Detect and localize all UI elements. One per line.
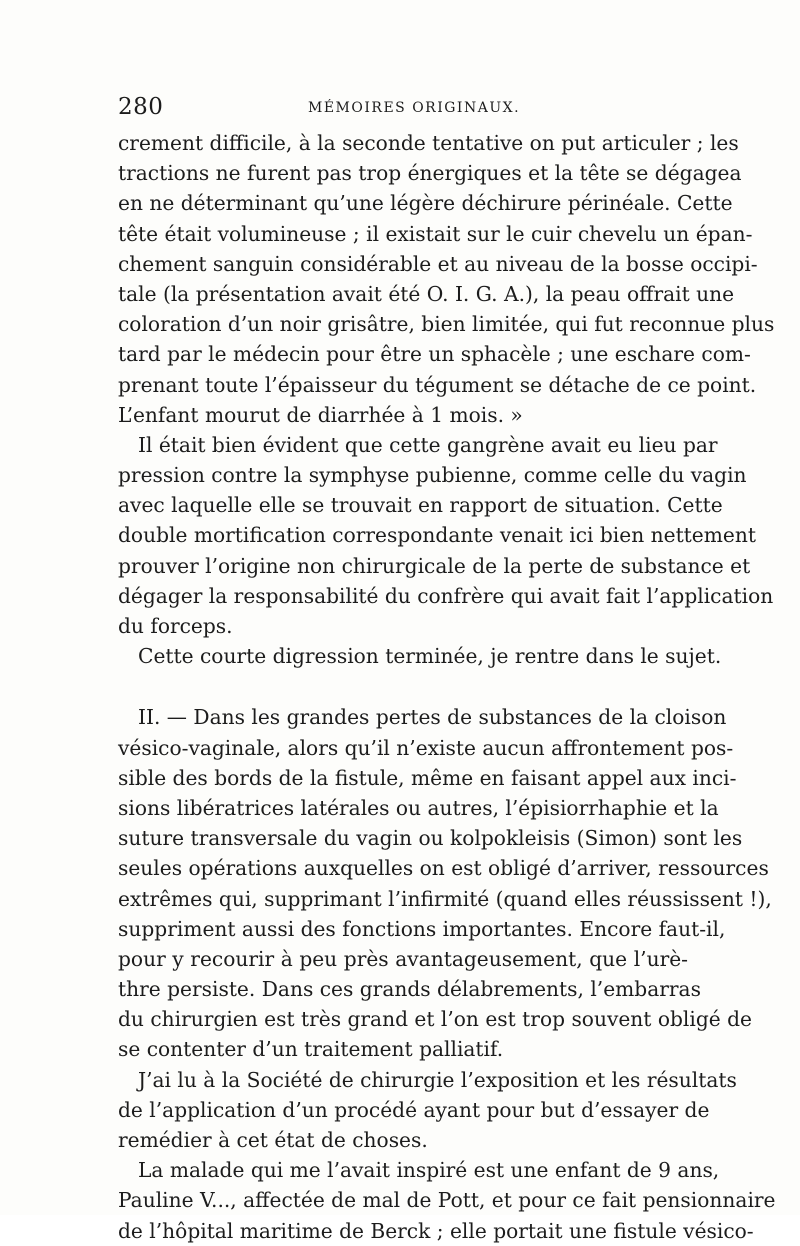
text-line: Cette courte digression terminée, je rentre dans le sujet. xyxy=(138,644,722,669)
text-line: coloration d’un noir grisâtre, bien limitée, qui fut reconnue plus xyxy=(118,312,775,337)
text-line: suppriment aussi des fonctions importantes. Encore faut-il, xyxy=(118,916,726,941)
running-title: MÉMOIRES ORIGINAUX. xyxy=(308,100,521,116)
text-line: Il était bien évident que cette gangrène avait eu lieu par xyxy=(138,432,718,457)
text-line: II. — Dans les grandes pertes de substances de la cloison xyxy=(138,705,727,730)
paragraph-gangrene xyxy=(118,430,774,641)
paragraph-digression xyxy=(118,641,722,671)
text-line: sions libératrices latérales ou autres, l’épisiorrhaphie et la xyxy=(118,795,719,820)
body-text xyxy=(118,128,776,1246)
text-line: L’enfant mourut de diarrhée à 1 mois. » xyxy=(118,402,523,427)
text-line: du chirurgien est très grand et l’on est trop souvent obligé de xyxy=(118,1007,752,1032)
text-line: crement difficile, à la seconde tentative on put articuler ; les xyxy=(118,131,739,155)
text-line: prouver l’origine non chirurgicale de la perte de substance et xyxy=(118,553,751,578)
text-line: La malade qui me l’avait inspiré est une enfant de 9 ans, xyxy=(138,1158,720,1183)
paragraph-continuation xyxy=(118,128,775,430)
text-line: pour y recourir à peu près avantageusement, que l’urè- xyxy=(118,946,688,971)
text-line: tard par le médecin pour être un sphacèle ; une eschare com- xyxy=(118,342,751,367)
text-line: Pauline V..., affectée de mal de Pott, et pour ce fait pensionnaire xyxy=(118,1188,776,1213)
page-header xyxy=(118,94,688,124)
text-line: chement sanguin considérable et au niveau de la bosse occipi- xyxy=(118,251,758,276)
text-line: thre persiste. Dans ces grands délabrements, l’embarras xyxy=(118,977,701,1002)
text-line: en ne déterminant qu’une légère déchirure périnéale. Cette xyxy=(118,191,733,216)
text-line: du forceps. xyxy=(118,614,233,638)
text-line: vésico-vaginale, alors qu’il n’existe aucun affrontement pos- xyxy=(118,735,734,760)
paragraph-societe xyxy=(118,1065,737,1156)
text-line: de l’application d’un procédé ayant pour but d’essayer de xyxy=(118,1097,710,1122)
page-number: 280 xyxy=(118,94,164,120)
text-line: se contenter d’un traitement palliatif. xyxy=(118,1037,504,1062)
paragraph-section-ii xyxy=(118,702,772,1064)
text-line: extrêmes qui, supprimant l’infirmité (quand elles réussissent !), xyxy=(118,886,772,911)
text-line: de l’hôpital maritime de Berck ; elle portait une fistule vésico- xyxy=(118,1218,754,1243)
text-line: dégager la responsabilité du confrère qui avait fait l’application xyxy=(118,583,774,608)
text-line: tractions ne furent pas trop énergiques et la tête se dégagea xyxy=(118,161,742,186)
text-line: J’ai lu à la Société de chirurgie l’exposition et les résultats xyxy=(138,1067,737,1092)
text-line: avec laquelle elle se trouvait en rapport de situation. Cette xyxy=(118,493,723,518)
paragraph-malade xyxy=(118,1155,776,1246)
text-line: remédier à cet état de choses. xyxy=(118,1128,428,1152)
section-gap xyxy=(118,671,688,702)
text-line: suture transversale du vagin ou kolpokleisis (Simon) sont les xyxy=(118,826,743,851)
text-line: seules opérations auxquelles on est obligé d’arriver, ressources xyxy=(118,856,769,881)
text-line: tale (la présentation avait été O. I. G. A.), la peau offrait une xyxy=(118,281,735,306)
text-line: sible des bords de la fistule, même en faisant appel aux inci- xyxy=(118,765,737,790)
text-line: pression contre la symphyse pubienne, comme celle du vagin xyxy=(118,463,747,488)
text-line: tête était volumineuse ; il existait sur le cuir chevelu un épan- xyxy=(118,221,753,246)
text-line: double mortification correspondante venait ici bien nettement xyxy=(118,523,756,548)
text-line: prenant toute l’épaisseur du tégument se détache de ce point. xyxy=(118,372,757,397)
